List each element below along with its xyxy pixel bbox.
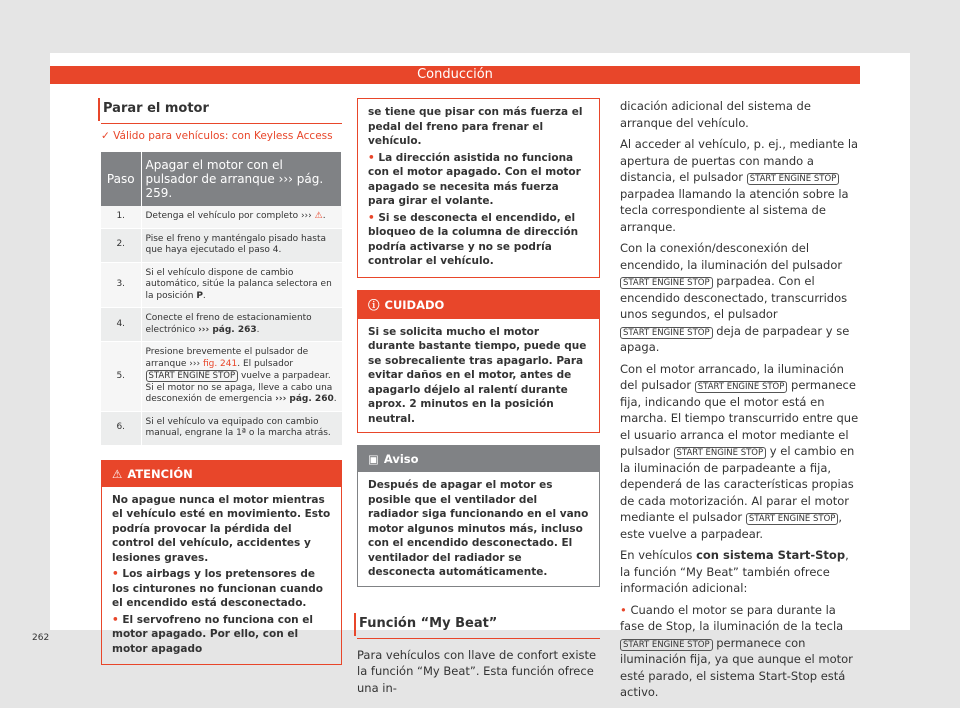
atencion-bullet: • Si se desconecta el encendido, el bloqueo de la columna de dirección podría activarse y no se podría controlar el vehículo. <box>368 211 579 267</box>
page-link[interactable]: ››› pág. 263 <box>198 324 257 335</box>
atencion-box-continued <box>357 98 600 278</box>
table-row <box>101 228 342 262</box>
cuidado-body: Si se solicita mucho el motor durante bastante tiempo, puede que se sobrecaliente tras apagarlo. Para evitar daños en el motor, antes de apagarlo déjelo al ralentí durante aprox. 2 minutos en la posición neutral. <box>368 325 587 425</box>
start-stop-key: START ENGINE STOP <box>620 277 713 289</box>
step-text: Conecte el freno de estacionamiento electrónico ››› pág. 263. <box>141 308 342 342</box>
column-right <box>620 98 860 706</box>
step-text: Detenga el vehículo por completo ››› ⚠. <box>141 206 342 228</box>
column-middle <box>357 98 600 696</box>
step-number: 4. <box>101 308 141 342</box>
step-number: 3. <box>101 262 141 308</box>
paragraph: Al acceder al vehículo, p. ej., mediante la apertura de puertas con mando a distancia, el pulsador START ENGINE STOP parpadea llamando la atención sobre la tecla correspondiente al sistema de arranque. <box>620 137 859 234</box>
section2 <box>357 613 600 697</box>
section-title: Función “My Beat” <box>354 613 600 636</box>
table-row <box>101 308 342 342</box>
validity-text: Válido para vehículos: con Keyless Access <box>113 130 333 142</box>
figure-link[interactable]: fig. 241 <box>202 358 238 369</box>
section2-intro: Para vehículos con llave de confort existe la función “My Beat”. Esta función ofrece una in- <box>357 647 597 695</box>
column-left <box>101 98 342 665</box>
note-icon: ▣ <box>368 452 379 466</box>
paragraph: dicación adicional del sistema de arranque del vehículo. <box>620 99 811 130</box>
validity-note <box>101 130 342 142</box>
table-row <box>101 262 342 308</box>
start-stop-key: START ENGINE STOP <box>695 381 788 393</box>
paragraph: • Cuando el motor se para durante la fase de Stop, la iluminación de la tecla START ENGINE STOP permanece con iluminación fija, ya que aunque el motor esté parado, el sistema Start-Stop está activo. <box>620 602 853 699</box>
step-number: 1. <box>101 206 141 228</box>
page-link[interactable]: ››› pág. 260 <box>275 394 334 404</box>
atencion-body <box>358 99 599 277</box>
cuidado-box <box>357 290 600 434</box>
atencion-bullet: • La dirección asistida no funciona con el motor apagado. Con el motor apagado se necesita más fuerza para girar el volante. <box>368 151 581 207</box>
start-stop-key: START ENGINE STOP <box>146 370 239 382</box>
aviso-body: Después de apagar el motor es posible que el ventilador del radiador siga funcionando en el vano motor algunos minutos más, incluso con el encendido desconectado. El ventilador del radiador se desconecta automáticamente. <box>368 479 589 578</box>
step-text: Presione brevemente el pulsador de arranque ››› fig. 241. El pulsador START ENGINE STOP vuelve a parpadear. Si el motor no se apaga, lleve a cabo una desconexión de emergencia ››› pág. 260. <box>141 342 342 412</box>
aviso-box <box>357 445 600 587</box>
paragraph: Con el motor arrancado, la iluminación del pulsador START ENGINE STOP permanece fija, indicando que el motor está en marcha. El tiempo transcurrido entre que el usuario arranca el motor mediante el pulsador START ENGINE STOP y el cambio en la iluminación de parpadeante a fija, dependerá de las características propias de cada motorización. Al parar el motor mediante el pulsador START ENGINE STOP , este vuelve a parpadear. <box>620 361 859 541</box>
start-stop-key: START ENGINE STOP <box>620 639 713 651</box>
start-stop-key: START ENGINE STOP <box>747 173 840 185</box>
atencion-header: ⚠ ATENCIÓN <box>102 461 341 487</box>
atencion-body <box>102 487 341 665</box>
cuidado-header: ⓘ CUIDADO <box>358 291 599 319</box>
step-number: 5. <box>101 342 141 412</box>
aviso-header: ▣ Aviso <box>358 446 599 472</box>
start-stop-key: START ENGINE STOP <box>620 327 713 339</box>
atencion-bullet: • Los airbags y los pretensores de los cinturones no funcionan cuando el encendido está desconectado. <box>112 568 323 609</box>
steps-table <box>101 152 342 446</box>
atencion-intro: No apague nunca el motor mientras el vehículo esté en movimiento. Esto podría provocar la pérdida del control del vehículo, accidentes y lesiones graves. <box>112 493 331 564</box>
step-text: Si el vehículo va equipado con cambio manual, engrane la 1ª o la marcha atrás. <box>141 411 342 445</box>
warning-icon: ⚠ <box>112 466 123 481</box>
table-row <box>101 411 342 445</box>
step-text: Pise el freno y manténgalo pisado hasta que haya ejecutado el paso 4. <box>141 228 342 262</box>
start-stop-key: START ENGINE STOP <box>674 447 767 459</box>
section-rule <box>101 123 342 124</box>
section-rule <box>357 638 600 639</box>
atencion-intro: se tiene que pisar con más fuerza el pedal del freno para frenar el vehículo. <box>368 106 583 147</box>
start-stop-key: START ENGINE STOP <box>746 513 839 525</box>
paragraph: Con la conexión/desconexión del encendido, la iluminación del pulsador START ENGINE STOP parpadea. Con el encendido desconectado, transcurridos unos segundos, el pulsador START ENGINE STOP deja de parpadear y se apaga. <box>620 241 850 354</box>
table-row <box>101 206 342 228</box>
paragraph: En vehículos con sistema Start-Stop, la función “My Beat” también ofrece información adicional: <box>620 548 849 595</box>
table-header-step: Paso <box>101 152 141 206</box>
atencion-box <box>101 460 342 666</box>
step-number: 6. <box>101 411 141 445</box>
section-title: Parar el motor <box>98 98 342 121</box>
atencion-bullet: • El servofreno no funciona con el motor apagado. Por ello, con el motor apagado <box>112 613 314 655</box>
info-circle-icon: ⓘ <box>368 297 380 312</box>
step-text: Si el vehículo dispone de cambio automático, sitúe la palanca selectora en la posición P. <box>141 262 342 308</box>
bullet-icon: • <box>620 602 627 617</box>
page-number: 262 <box>32 633 50 643</box>
step-number: 2. <box>101 228 141 262</box>
table-header-action: Apagar el motor con el pulsador de arranque ››› pág. 259. <box>141 152 342 206</box>
table-row <box>101 342 342 412</box>
chapter-header: Conducción <box>50 66 860 84</box>
warning-icon: ⚠ <box>314 211 323 221</box>
check-icon: ✓ <box>101 130 110 142</box>
